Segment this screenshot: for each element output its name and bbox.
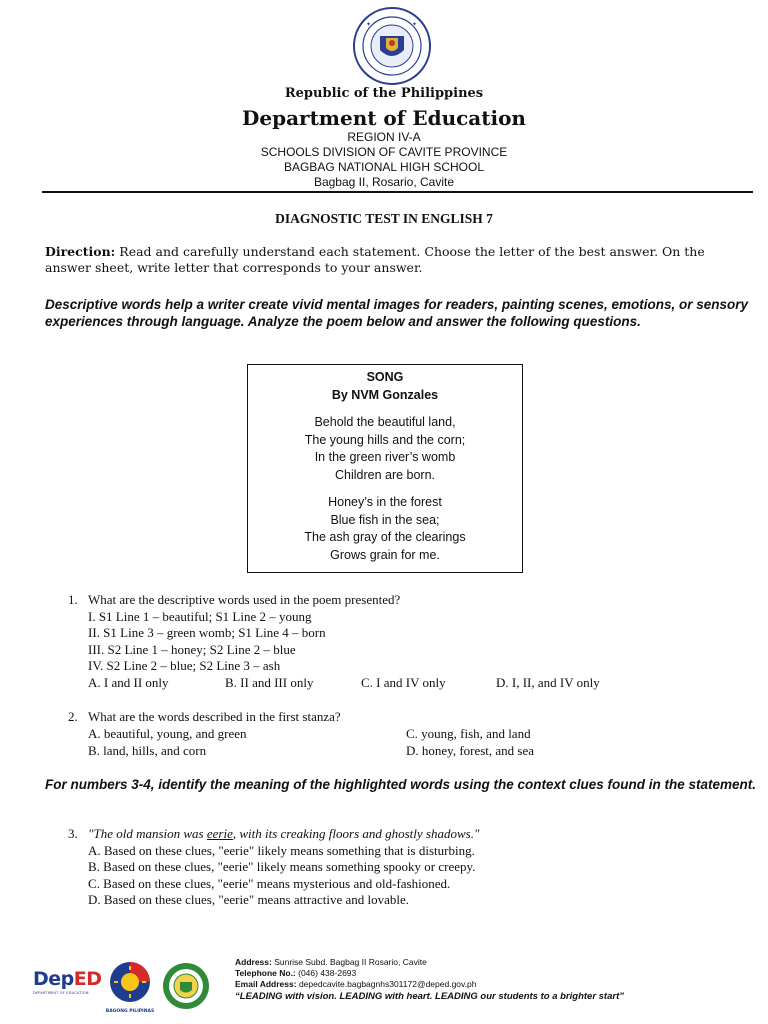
choice-b[interactable]: B. Based on these clues, "eerie" likely means something spooky or creepy.	[88, 859, 476, 874]
address-label: Address:	[235, 957, 272, 967]
footer-contact	[235, 957, 755, 1003]
question-text: What are the descriptive words used in the poem presented?	[88, 592, 401, 607]
question-3	[68, 826, 708, 909]
poem-line: Children are born.	[334, 467, 436, 482]
choice-b[interactable]: B. II and III only	[225, 674, 314, 690]
quote-post: , with its creaking floors and ghostly shadows."	[232, 826, 480, 841]
poem-line: In the green river’s womb	[314, 450, 456, 464]
header-divider	[42, 191, 753, 193]
deped-seal-icon	[352, 6, 432, 86]
choice-b[interactable]: B. land, hills, and corn	[88, 742, 207, 758]
question-2	[68, 709, 688, 760]
republic-label: Republic of the Philippines	[284, 86, 484, 101]
highlighted-word: eerie	[206, 826, 233, 841]
question-number: 3.	[68, 826, 78, 841]
q1-item: III. S2 Line 1 – honey; S2 Line 2 – blue	[88, 641, 296, 657]
test-title: DIAGNOSTIC TEST IN ENGLISH 7	[275, 211, 493, 226]
choice-c[interactable]: C. Based on these clues, "eerie" means mysterious and old-fashioned.	[88, 875, 451, 891]
question-number: 2.	[68, 709, 78, 724]
q1-item: I. S1 Line 1 – beautiful; S1 Line 2 – young	[88, 608, 312, 624]
department-title: Department of Education	[242, 106, 526, 130]
poem-line: Grows grain for me.	[330, 547, 440, 562]
poem-line: Blue fish in the sea;	[330, 512, 440, 527]
region-label: REGION IV-A	[347, 130, 421, 144]
intro-paragraph: Descriptive words help a writer create vivid mental images for readers, painting scenes, emotions, or sensory experiences through language. Analyze the poem below and answer the following questions.	[45, 297, 749, 329]
bagong-pilipinas-logo	[104, 960, 156, 1012]
bagong-pilipinas-label: BAGONG PILIPINAS	[105, 1009, 155, 1014]
direction-text: Read and carefully understand each statement. Choose the letter of the best answer. On the answer sheet, write letter that corresponds to your answer.	[45, 244, 705, 275]
poem-line: The young hills and the corn;	[304, 432, 466, 447]
svg-text:✦: ✦	[412, 21, 418, 28]
direction-paragraph	[45, 244, 725, 276]
choice-a[interactable]: A. I and II only	[88, 674, 169, 690]
school-address: Bagbag II, Rosario, Cavite	[313, 175, 455, 189]
svg-text:✦: ✦	[366, 21, 372, 28]
email-label: Email Address:	[235, 979, 297, 989]
school-name: BAGBAG NATIONAL HIGH SCHOOL	[283, 160, 485, 174]
address-value: Sunrise Subd. Bagbag II Rosario, Cavite	[271, 957, 427, 967]
poem-author: By NVM Gonzales	[331, 387, 439, 402]
poem-line: Behold the beautiful land,	[314, 415, 456, 429]
q1-item: IV. S2 Line 2 – blue; S2 Line 3 – ash	[88, 658, 281, 673]
choice-c[interactable]: C. I and IV only	[361, 674, 446, 690]
phone-label: Telephone No.:	[235, 968, 296, 978]
direction-label: Direction:	[45, 244, 116, 259]
choice-a[interactable]: A. beautiful, young, and green	[88, 725, 247, 741]
deped-sub-label: DEPARTMENT OF EDUCATION	[33, 991, 89, 995]
phone-value: (046) 438-2693	[295, 968, 357, 978]
choice-a[interactable]: A. Based on these clues, "eerie" likely means something that is disturbing.	[88, 842, 475, 858]
division-label: SCHOOLS DIVISION OF CAVITE PROVINCE	[260, 145, 508, 159]
choice-d[interactable]: D. honey, forest, and sea	[406, 742, 535, 758]
section-instructions: For numbers 3-4, identify the meaning of the highlighted words using the context clues found in the statement.	[45, 777, 757, 792]
choice-c[interactable]: C. young, fish, and land	[406, 725, 531, 741]
quote-pre: "The old mansion was	[88, 826, 207, 841]
question-text: What are the words described in the first stanza?	[88, 709, 341, 724]
deped-logo: DepED DEPARTMENT OF EDUCATION	[33, 968, 102, 995]
school-seal-icon	[162, 962, 210, 1010]
choice-d[interactable]: D. Based on these clues, "eerie" means attractive and lovable.	[88, 892, 410, 907]
question-number: 1.	[68, 592, 78, 607]
poem-box	[247, 364, 523, 573]
school-motto: “LEADING with vision. LEADING with heart. LEADING our students to a brighter start”	[235, 991, 624, 1002]
poem-line: Honey’s in the forest	[328, 495, 442, 509]
q1-item: II. S1 Line 3 – green womb; S1 Line 4 – born	[88, 625, 326, 640]
poem-title: SONG	[366, 370, 404, 384]
poem-line: The ash gray of the clearings	[304, 530, 466, 544]
choice-d[interactable]: D. I, II, and IV only	[496, 674, 600, 690]
email-value[interactable]: depedcavite.bagbagnhs301172@deped.gov.ph	[296, 979, 477, 989]
question-1	[68, 592, 688, 692]
